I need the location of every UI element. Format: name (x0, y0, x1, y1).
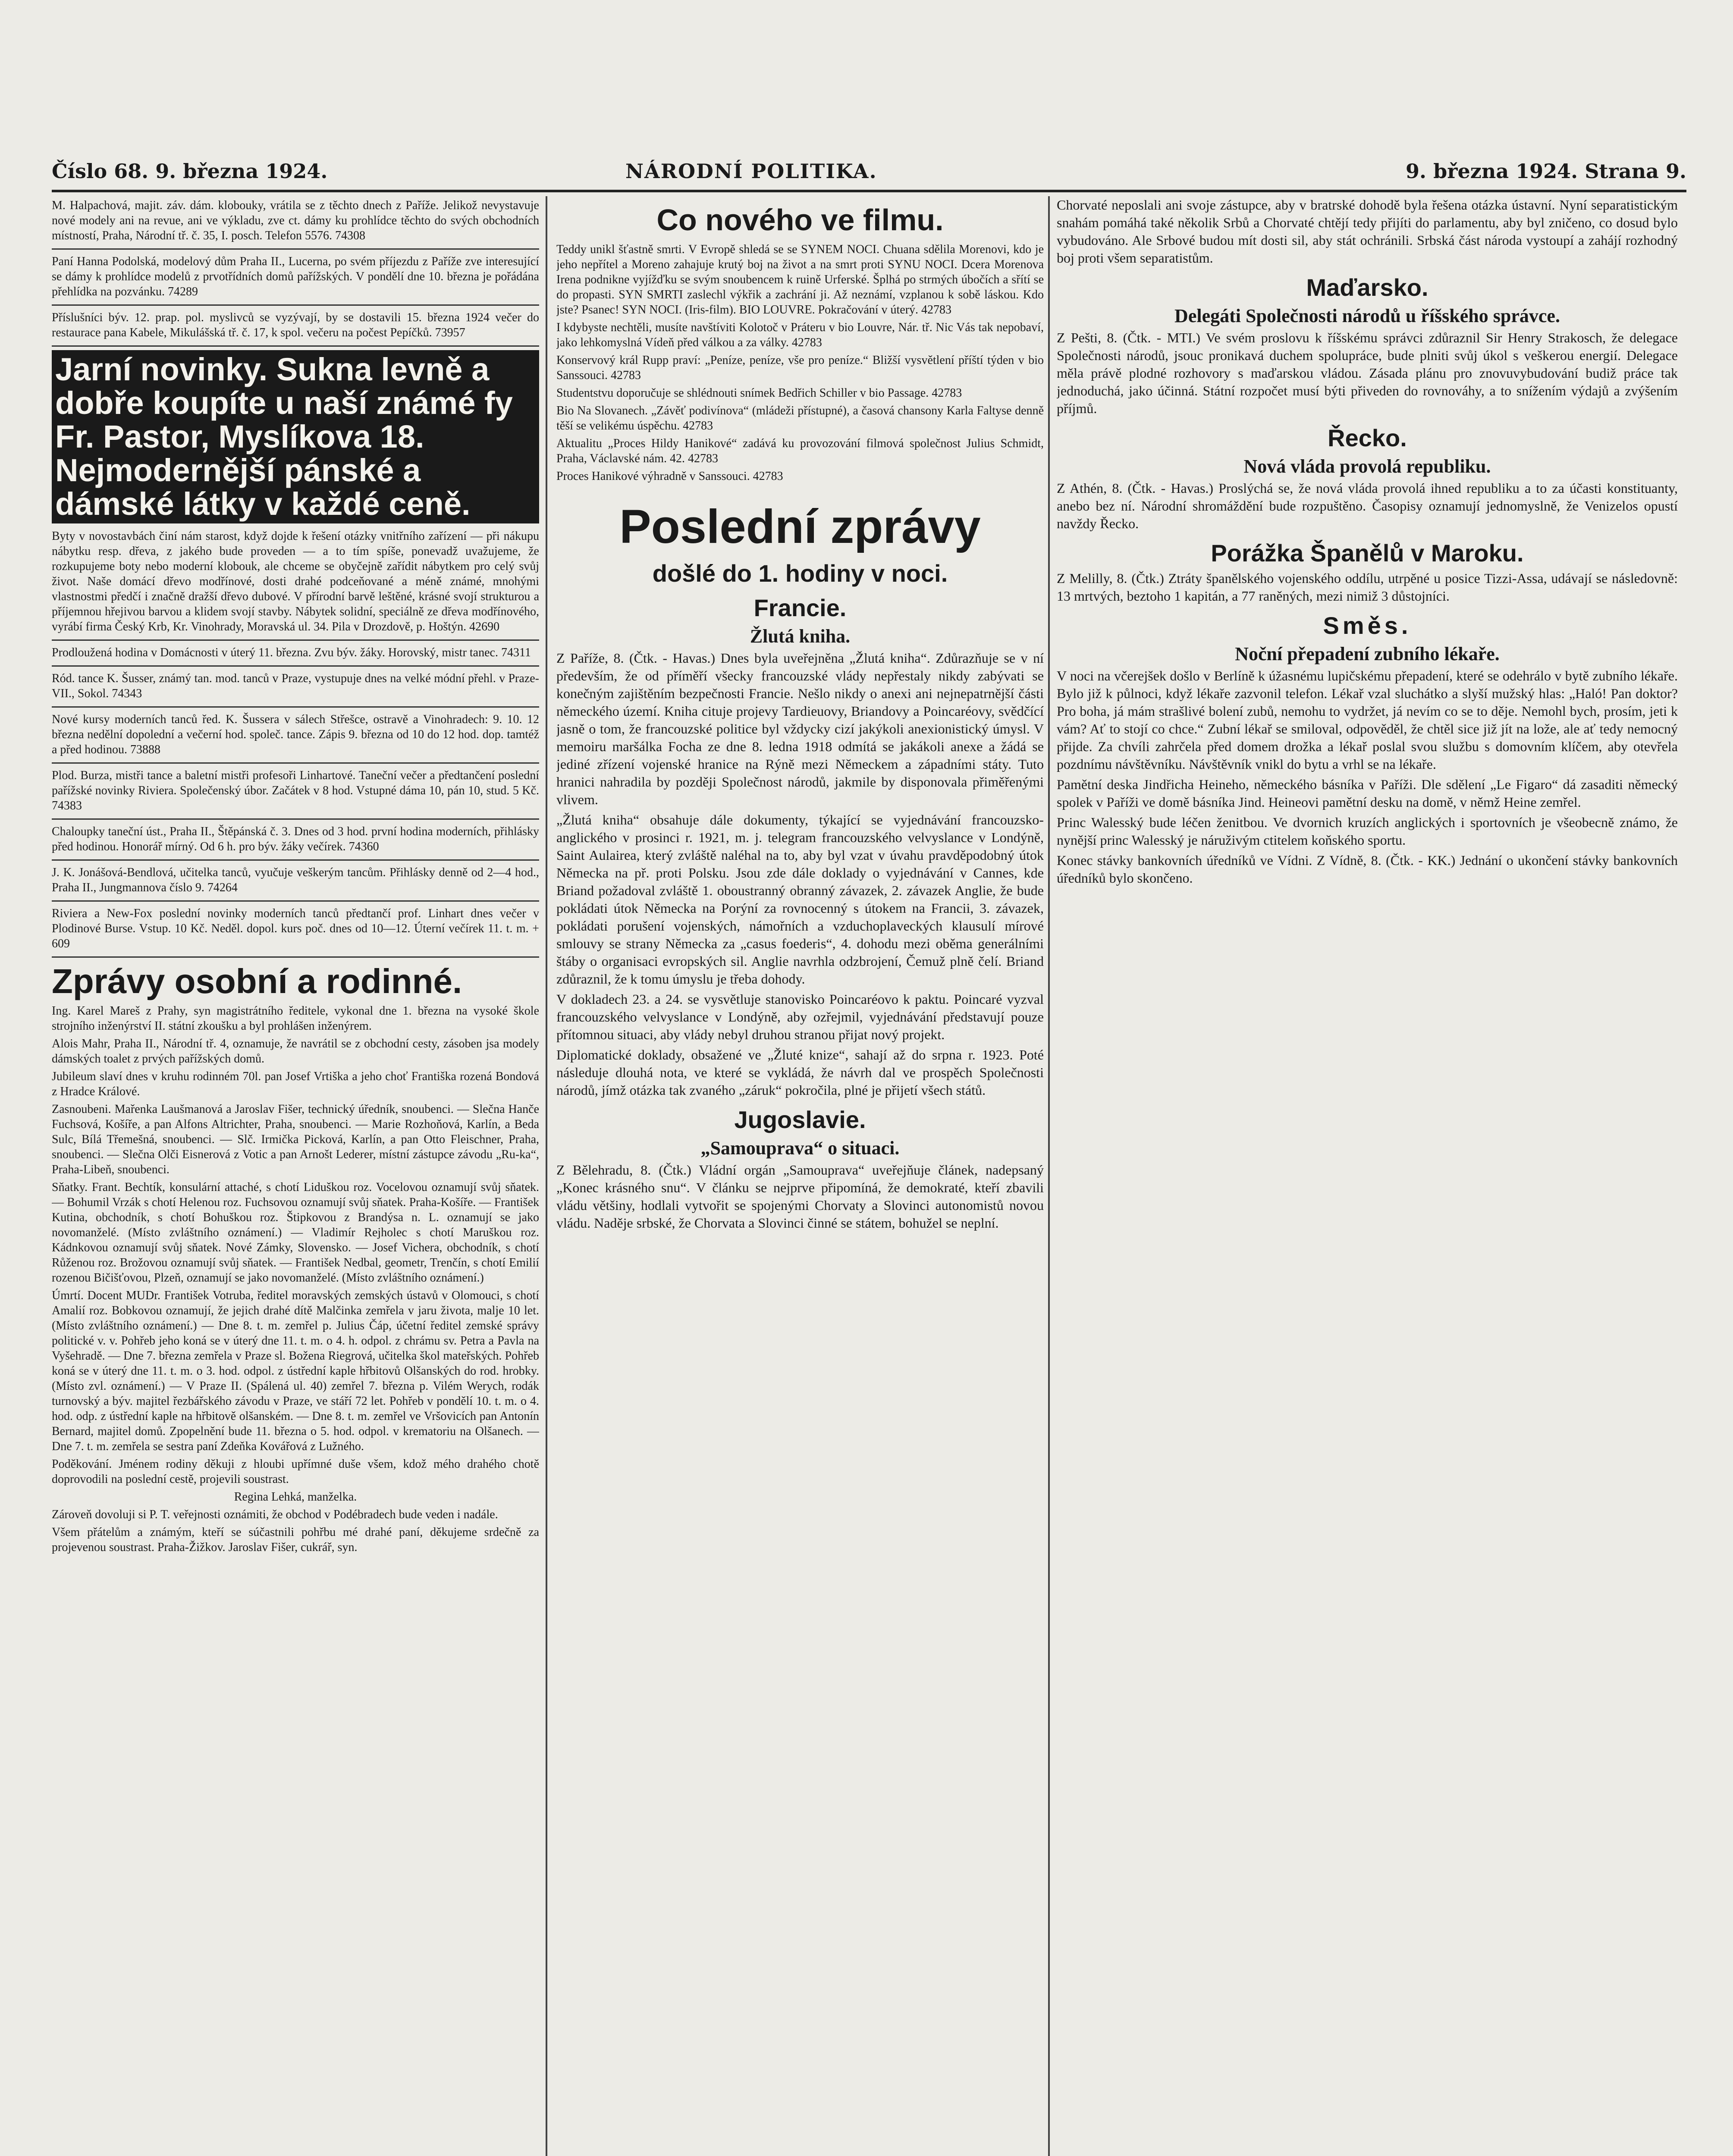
article-title-spain: Porážka Španělů v Maroku. (1211, 539, 1524, 567)
article-paragraph: Chorvaté neposlali ani svoje zástupce, aby v bratrské dohodě byla řešena otázka ústavní. Nyní separatistickým snahám pomáhá také několik Srbů a Chorvaté chtějí tedy přijíti do parlamentu, aby byl zničeno, co dosud bylo vybudováno. Ale Srbové budou mít dosti sil, aby stát ochránili. Srbská část národa vystoupí a zahájí rozhodný boj proti všem separatistům. (1057, 197, 1678, 266)
article-paragraph: Z Athén, 8. (Čtk. - Havas.) Proslýchá se, že nová vláda provolá ihned republiku a to za účasti konstituanty, anebo bez ní. Národní shromáždění bude rozpuštěno. Časopisy oznamují jednomyslně, že Venizelos opustí navždy Řecko. (1057, 480, 1678, 531)
article-paragraph: Z Melilly, 8. (Čtk.) Ztráty španělského vojenského oddílu, utrpěné u posice Tizzi-Assa, udávají se následovně: 13 mrtvých, beztoho 1 kapitán, a 77 raněných, mezi nimiž 3 důstojníci. (1057, 570, 1678, 604)
article-paragraph: Pamětní deska Jindřicha Heineho, německého básníka v Paříži. Dle sdělení „Le Figaro“ dá zasaditi německý spolek v Paříži ve domě básníka Jind. Heineovi pamětní desku na domě, v němž Heine zemřel. (1057, 777, 1678, 810)
article-paragraph: Sňatky. Frant. Bechtík, konsulární attaché, s chotí Liduškou roz. Vocelovou oznamují svůj sňatek. — Bohumil Vrzák s chotí Helenou roz. Fuchsovou oznamují svůj sňatek. Praha-Košíře. — František Kutina, obchodník, s chotí Bohuškou roz. Štipkovou z Brandýsa n. L. oznamují se jako novomanželé. (Místo zvláštního oznámení.) — Vladimír Rejholec s chotí Maruškou roz. Kádnkovou oznamují svůj sňatek. Nové Zámky, Slovensko. — Josef Vichera, obchodník, s chotí Růženou roz. Brožovou oznamují svůj sňatek. — František Nedbal, geometr, Trenčín, s chotí Emilií rozenou Bičišťovou, Plzeň, oznamují se jako novomanželé. (Místo zvláštního oznámení.) (52, 1181, 539, 1285)
column-2 (556, 196, 1044, 2156)
section-heading-latest-news: Poslední zprávy (619, 500, 981, 553)
column-3 (1057, 196, 1678, 2156)
column-1 (52, 196, 539, 2156)
column-rule (1048, 196, 1050, 2156)
article-paragraph: V dokladech 23. a 24. se vysvětluje stanovisko Poincaréovo k paktu. Poincaré vyzval francouzského velvyslance v Londýně, aby ozřejmil, vyjednávání představují pouze přítomnou situaci, aby vlády nebyl druhou stranou přijat nový projekt. (556, 991, 1044, 1042)
ad-item (52, 766, 539, 820)
article-title-france: Žlutá kniha. (750, 626, 851, 647)
ad-item (52, 252, 539, 306)
ad-item (52, 904, 539, 958)
article-paragraph: Úmrtí. Docent MUDr. František Votruba, ředitel moravských zemských ústavů v Olomouci, s chotí Amalií roz. Bobkovou oznamují, že jejich drahé dítě Malčinka zemřela v jaru života, malje 10 let. (Místo zvláštního oznámení.) — Dne 8. t. m. zemřel p. Julius Čáp, účetní ředitel zemské správy politické v. v. Pohřeb jeho koná se v úterý dne 11. t. m. o 4. h. odpol. z chrámu sv. Petra a Pavla na Vyšehradě. — Dne 7. března zemřela v Praze sl. Božena Riegrová, učitelka škol mateřských. Pohřeb koná se v úterý dne 11. t. m. o 3. hod. odpol. z ústřední kaple hřbitovů Olšanských do rod. hrobky. (Místo zvl. oznámení.) — V Praze II. (Spálená ul. 40) zemřel 7. března p. Vilém Werych, rodák turnovský a býv. majitel řezbářského závodu v Praze, ve stáří 72 let. Pohřeb v pondělí 10. t. m. o 4. hod. odp. z ústřední kaple na hřbitově olšanském. — Dne 8. t. m. zemřel ve Vršovicích pan Antonín Bernard, majitel domů. Zpopelnění bude 11. března o 5. hod. odpol. v krematoriu na Olšanech. — Dne 7. t. m. zemřela se sestra paní Zdeňka Kovářová z Lužného. (52, 1289, 539, 1453)
article-paragraph: Diplomatické doklady, obsažené ve „Žluté knize“, sahají až do srpna r. 1923. Poté následuje dlouhá nota, ve které se vykládá, že návrh dal ve prospěch Společnosti národů, jímž otázka tak zvaného „záruk“ pokročila, plné je přijetí všech států. (556, 1047, 1044, 1098)
article-country-greece: Řecko. (1328, 424, 1407, 451)
article-paragraph: Z Paříže, 8. (Čtk. - Havas.) Dnes byla uveřejněna „Žlutá kniha“. Zdůrazňuje se v ní především, že od příměří všecky francouzské vlády nepřestaly nikdy zabývati se konečným zajištěním bezpečnosti Francie. Nešlo nikdy o anexi ani nejnepatrnější části německého území. Kniha cituje projevy Tardieuovy, Briandovy a Poincaréovy, svědčící jasně o tom, že francouzské politice byl vždycky cizí jakýkoli anexionistický úmysl. V memoiru maršálka Focha ze dne 8. ledna 1918 odmítá se jakákoli anexe a žádá se jediné zřízení vojenské hranice na Rýně mezi Německem a západními státy. Tuto hranici nahradila by později Společnost národů, jakmile by disponovala přiměřenými vlivem. (556, 650, 1044, 807)
article-paragraph: „Žlutá kniha“ obsahuje dále dokumenty, týkající se vyjednávání francouzsko-anglického v prosinci r. 1921, m. j. telegram francouzského velvyslance v Londýně, Saint Aulairea, který zvláště naléhal na to, aby byl vzat v úvahu pravděpodobný útok Německa na př. proti Polsku. Jsou zde dále doklady o vyjednávání v Cannes, kde Briand požadoval zvláště 1. oboustranný obranný závazek, 2. závazek Anglie, že bude pokládati útok Německa na Porýní za rovnocenný s útokem na Francii, 3. závazek, pokládati porušení vojenských, námořních a vzduchoplaveckých klausulí mírové smlouvy se strany Německa za „casus foederis“, 4. dohodu mezi oběma generálními štáby o organisaci evropských sil. Anglie navrhla odzbrojení, Čemuž plně čelí. Briand zdůraznil, že k tomu úmyslu je třeba dohody. (556, 812, 1044, 987)
article-paragraph: Poděkování. Jménem rodiny děkuji z hloubi upřímné duše všem, kdož mého drahého chotě doprovodili na poslední cestě, projevili soustrast. (52, 1457, 539, 1486)
article-paragraph: V noci na včerejšek došlo v Berlíně k úžasnému lupičskému přepadení, které se odehrálo v bytě zubního lékaře. Bylo již k půlnoci, když lékaře zazvonil telefon. Lékař vzal sluchátko a slyší mužský hlas: „Haló! Pan doktor? Pro boha, já mám strašlivé bolení zubů, nemohu to vydržet, já nevím co se to děje. Nemohl bych, prosím, jeti k vám? Ať to stojí co chce.“ Zubní lékař se smiloval, odpověděl, že chtěl sice již jít na lože, ale ať tedy nemocný přijde. Za chvíli zahrčela před domem drožka a lékař poslal svou službu s domovním klíčem, aby otevřela pozdnímu návštěvníku. Návštěvník vnikl do bytu a vrhl se na lékaře. (1057, 668, 1678, 772)
article-paragraph: Konec stávky bankovních úředníků ve Vídni. Z Vídně, 8. (Čtk. - KK.) Jednání o ukončení stávky bankovních úředníků bylo skončeno. (1057, 852, 1678, 886)
article-country-france: Francie. (753, 594, 847, 621)
ad-text: M. Halpachová, majit. záv. dám. klobouky, vrátila se z těchto dnech z Paříže. Jelikož nevystavuje nové modely ani na revue, ani ve výkladu, zve ct. dámy ku prohlídce těchto do svých obchodních místností, Praha, Národní tř. č. 35, I. posch. Telefon 5576. 74308 (52, 199, 539, 242)
big-advertisement: Jarní novinky. Sukna levně a dobře koupíte u naší známé fy Fr. Pastor, Myslíkova 18. Nejmodernější pánské a dámské látky v každé ceně. (52, 350, 539, 523)
ad-item (52, 669, 539, 708)
article-paragraph: I kdybyste nechtěli, musíte navštíviti Kolotoč v Práteru v bio Louvre, Nár. tř. Nic Vás tak nepobaví, jako lehkomyslná Vídeň před válkou a za války. 42783 (556, 321, 1044, 349)
article-title-hungary: Delegáti Společnosti národů u říšského správce. (1174, 305, 1560, 326)
ad-item (52, 863, 539, 902)
header-right: 9. března 1924. Strana 9. (1406, 160, 1686, 183)
ad-item (52, 643, 539, 667)
article-paragraph: Aktualitu „Proces Hildy Hanikové“ zadává ku provozování filmová společnost Julius Schmidt, Praha, Václavské nám. 42. 42783 (556, 437, 1044, 465)
article-title-greece: Nová vláda provolá republiku. (1243, 456, 1491, 477)
ad-item (52, 822, 539, 861)
article-paragraph: Všem přátelům a známým, kteří se súčastnili pohřbu mé drahé paní, děkujeme srdečně za projevenou soustrast. Praha-Žižkov. Jaroslav Fišer, cukrář, syn. (52, 1526, 539, 1554)
article-title-yugoslavia: „Samouprava“ o situaci. (700, 1138, 900, 1159)
ad-text: Byty v novostavbách činí nám starost, když dojde k řešení otázky vnitřního zařízení — při nákupu nábytku resp. dřeva, z jakého bude proveden — a to tím spíše, ponevadž uvažujeme, že rozkupujeme boty nebo moderní klobouk, ale chceme se obyčejně zařídit nábytkem pro celý svůj život. Naše domácí dřevo modřínové, dosti drahé podceňované a méně známé, mnohými vlastnostmi předčí i značně dražší dřevo dubové. V přírodní barvě leštěné, krásné svojí strukturou a příjemnou hřejivou barvou a klidem svojí stavby. Nábytek solidní, speciálně ze dřeva modřínového, vyrábí firma Český Krb, Kr. Vinohrady, Moravská ul. 34. Pila v Drozdově, p. Hoštýn. 42690 (52, 530, 539, 633)
article-paragraph: Princ Walesský bude léčen ženitbou. Ve dvornich kruzích anglických i sportovních je všeobecně známo, že nynější princ Walesský je náruživým ctitelem koňského sportu. (1057, 815, 1678, 848)
article-paragraph: Z Pešti, 8. (Čtk. - MTI.) Ve svém proslovu k říšskému správci zdůraznil Sir Henry Strakosch, že delegace Společnosti národů, jsouc pronikavá duchem spolupráce, bude plniti svůj úkol s veškerou energií. Delegace měla právě plodné rozhovory s maďarskou vládou. Zásada plánu pro znovuvybudování budiž práce tak jednoduchá, jako účinná. Státní rozpočet musí býti přiveden do rovnováhy, a to snížením výdajů a zvýšením příjmů. (1057, 330, 1678, 416)
header-title: NÁRODNÍ POLITIKA. (625, 160, 877, 183)
ad-text: Chaloupky taneční úst., Praha II., Štěpánská č. 3. Dnes od 3 hod. první hodina moderních, přihlásky před hodinou. Honorář mírný. Od 6 h. pro býv. žáky večírek. 74360 (52, 825, 539, 853)
ad-text: J. K. Jonášová-Bendlová, učitelka tanců, vyučuje veškerým tancům. Přihlásky denně od 2—4 hod., Praha II., Jungmannova číslo 9. 74264 (52, 866, 539, 894)
header-left: Číslo 68. 9. března 1924. (52, 160, 328, 183)
ad-item (52, 196, 539, 250)
ad-text: Příslušníci býv. 12. prap. pol. myslivců se vyzývají, by se dostavili 15. března 1924 večer do restaurace pana Kabele, Mikulášská tř. č. 17, k spol. večeru na počest Pepíčků. 73957 (52, 311, 539, 339)
ad-text: Plod. Burza, mistři tance a baletní mistři profesoři Linhartové. Taneční večer a předtančení poslední pařížské novinky Riviera. Společenský úbor. Začátek v 8 hod. Vstupné dáma 10, pán 10, stud. 5 Kč. 74383 (52, 769, 539, 812)
article-paragraph: Proces Hanikové výhradně v Sanssouci. 42783 (556, 470, 783, 483)
article-paragraph: Studentstvu doporučuje se shlédnouti snímek Bedřich Schiller v bio Passage. 42783 (556, 386, 962, 400)
ad-text: Nové kursy moderních tanců řed. K. Šussera v sálech Střešce, ostravě a Vinohradech: 9. 10. 12 března nedělní dopolední a večerní hod. společ. tance. Zápis 9. března od 10 do 12 hod. dop. tamtéž a před hodinou. 73888 (52, 713, 539, 756)
article-paragraph: Ing. Karel Mareš z Prahy, syn magistrátního ředitele, vykonal dne 1. března na vysoké škole strojního inženýrství II. státní zkoušku a byl prohlášen inženýrem. (52, 1004, 539, 1033)
article-country-yugoslavia: Jugoslavie. (734, 1106, 866, 1133)
ad-item (52, 308, 539, 347)
section-heading-personal: Zprávy osobní a rodinné. (52, 962, 462, 1000)
article-paragraph: Jubileum slaví dnes v kruhu rodinném 70l. pan Josef Vrtiška a jeho choť Františka rozená Bondová z Hradce Králové. (52, 1070, 539, 1098)
ad-text: Prodloužená hodina v Domácnosti v úterý 11. března. Zvu býv. žáky. Horovský, mistr tanec. 74311 (52, 646, 531, 659)
article-paragraph: Zároveň dovoluji si P. T. veřejnosti oznámiti, že obchod v Podébradech bude veden i nadále. (52, 1508, 498, 1521)
article-paragraph: Alois Mahr, Praha II., Národní tř. 4, oznamuje, že navrátil se z obchodní cesty, zásoben jsa modely dámských toalet z prvých pařížských domů. (52, 1037, 539, 1065)
ad-text: Paní Hanna Podolská, modelový dům Praha II., Lucerna, po svém příjezdu z Paříže zve interesující se dámy k prohlídce modelů z prvotřídních domů pařížských. V pondělí dne 10. března je pořádána přehlídka na pozvánku. 74289 (52, 255, 539, 298)
ad-item (52, 527, 539, 641)
article-paragraph: Z Bělehradu, 8. (Čtk.) Vládní orgán „Samouprava“ uveřejňuje článek, nadepsaný „Konec krásného snu“. V článku se nejprve připomíná, že demokraté, kteří zbavili vládu většiny, hodlali vytvořit se spojenými Chorvaty a Slovinci autonomistů novou vládu. Naděje srbské, že Chorvata a Slovinci činné se státem, bohužel se neplní. (556, 1162, 1044, 1231)
ad-text: Ród. tance K. Šusser, známý tan. mod. tanců v Praze, vystupuje dnes na velké módní přehl. v Praze-VII., Sokol. 74343 (52, 672, 539, 700)
page-header (52, 160, 1686, 192)
ad-item (52, 710, 539, 764)
article-paragraph: Zasnoubeni. Mařenka Laušmanová a Jaroslav Fišer, technický úředník, snoubenci. — Slečna Hanče Fuchsová, Košíře, a pan Alfons Altrichter, Praha, snoubenci. — Marie Rozhoňová, Karlín, a Beda Sulc, Bílá Třemešná, snoubenci. — Slč. Irmička Picková, Karlín, a pan Otto Fleischner, Praha, snoubenci. — Slečna Olči Eisnerová z Votic a pan Arnošt Lederer, místní zástupce závodu „Ru-ka“, Praha-Libeň, snoubenci. (52, 1103, 539, 1176)
article-paragraph: Teddy unikl šťastně smrti. V Evropě shledá se se SYNEM NOCI. Chuana sdělila Morenovi, kdo je jeho nepřítel a Moreno zahajuje krutý boj na život a na smrt proti SYNU NOCI. Dcera Morenova Irena podnikne vyjížďku se svým snoubencem k ruině Urferské. Šplhá po strmých úbočích a sřítí se do propasti. SYN SMRTI zaslechl výkřik a zachrání ji. Až neznámí, vzplanou k sobě láskou. Kdo jste? Psanec! SYN NOCI. (Iris-film). BIO LOUVRE. Pokračování v úterý. 42783 (556, 243, 1044, 317)
article-title-dentist: Noční přepadení zubního lékaře. (1235, 643, 1500, 664)
article-paragraph: Regina Lehká, manželka. (234, 1490, 357, 1504)
section-heading-film: Co nového ve filmu. (656, 203, 944, 237)
ad-text: Riviera a New-Fox poslední novinky moderních tanců předtančí prof. Linhart dnes večer v Plodinové Burse. Vstup. 10 Kč. Neděl. dopol. kurs poč. dnes od 10—12. Úterní večírek 11. t. m. + 609 (52, 907, 539, 950)
article-country-hungary: Maďarsko. (1306, 274, 1428, 301)
column-rule (546, 196, 547, 2156)
article-paragraph: Konservový král Rupp praví: „Peníze, peníze, vše pro peníze.“ Bližší vysvětlení příští týden v bio Sanssouci. 42783 (556, 354, 1044, 382)
section-subheading-latest-news: došlé do 1. hodiny v noci. (652, 560, 948, 587)
article-paragraph: Bio Na Slovanech. „Závěť podivínova“ (mládeži přístupné), a časová chansony Karla Faltyse denně těší se velikému úspěchu. 42783 (556, 404, 1044, 432)
section-heading-misc: Směs. (1323, 612, 1412, 639)
